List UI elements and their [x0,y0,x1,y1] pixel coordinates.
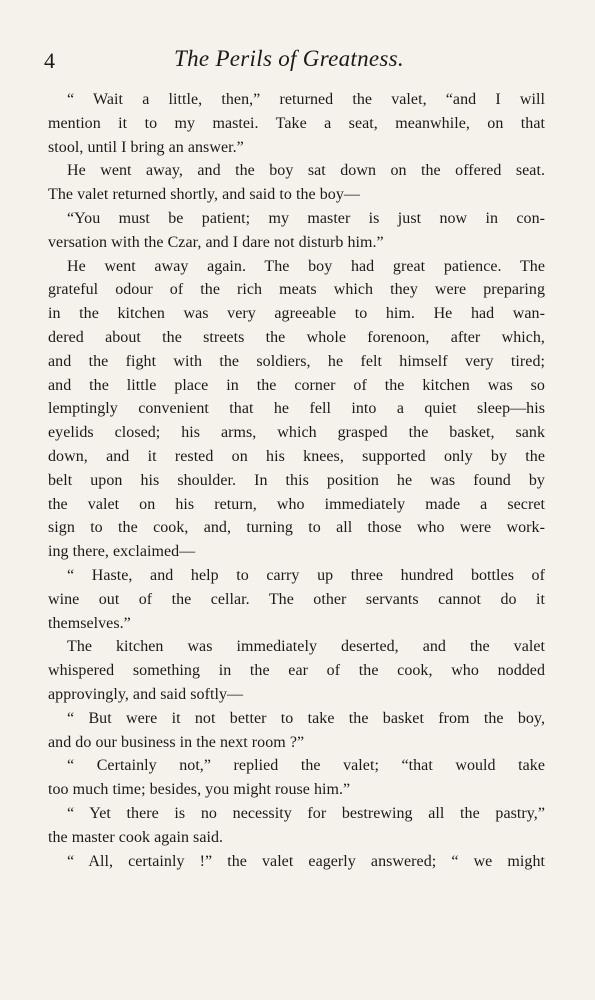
text-line: He went away, and the boy sat down on the offered seat. [67,162,545,180]
paragraph [48,754,545,802]
text-line: He went away again. The boy had great patience. The [67,257,545,275]
paragraph [48,159,545,207]
text-line: in the kitchen was very agreeable to him. He had wan- [48,305,545,323]
paragraph [48,207,545,255]
text-line: down, and it rested on his knees, supported only by the [48,447,545,465]
text-line: and the little place in the corner of the kitchen was so [48,376,545,394]
text-line: “ All, certainly !” the valet eagerly answered; “ we might [67,852,545,870]
text-line: too much time; besides, you might rouse him.” [48,781,351,799]
text-line: grateful odour of the rich meats which they were preparing [48,281,545,299]
text-line: “ Haste, and help to carry up three hundred bottles of [67,566,545,584]
text-line: “You must be patient; my master is just now in con- [67,209,545,227]
text-line: “ Yet there is no necessity for bestrewing all the pastry,” [67,804,545,822]
text-line: The kitchen was immediately deserted, and the valet [67,638,545,656]
text-line: wine out of the cellar. The other servants cannot do it [48,590,545,608]
text-line: versation with the Czar, and I dare not disturb him.” [48,233,384,251]
text-line: “ Wait a little, then,” returned the valet, “and I will [67,91,545,108]
paragraph [48,564,545,635]
text-line: and the fight with the soldiers, he felt himself very tired; [48,352,545,370]
text-line: ing there, exclaimed— [48,543,196,561]
paragraph [48,255,545,564]
text-line: stool, until I bring an answer.” [48,138,244,156]
running-title: The Perils of Greatness. [174,46,404,71]
text-line: The valet returned shortly, and said to the boy— [48,186,360,204]
page-number: 4 [44,48,55,73]
text-line: whispered something in the ear of the cook, who nodded [48,662,545,680]
text-line: dered about the streets the whole forenoon, after which, [48,328,545,346]
body-text [48,88,545,873]
paragraph [48,707,545,755]
paragraph [48,802,545,850]
text-line: the valet on his return, who immediately made a secret [48,495,545,513]
text-line: mention it to my mastei. Take a seat, meanwhile, on that [48,114,545,132]
paragraph [48,88,545,159]
text-line: “ Certainly not,” replied the valet; “that would take [67,757,545,775]
page-header [44,46,544,76]
text-line: and do our business in the next room ?” [48,733,305,751]
text-line: lemptingly convenient that he fell into a quiet sleep—his [48,400,545,418]
text-line: belt upon his shoulder. In this position he was found by [48,471,545,489]
text-line: “ But were it not better to take the basket from the boy, [67,709,545,727]
text-line: sign to the cook, and, turning to all those who were work- [48,519,545,537]
text-line: approvingly, and said softly— [48,685,244,703]
text-line: the master cook again said. [48,828,224,846]
paragraph [48,635,545,706]
paragraph [48,850,545,874]
text-line: themselves.” [48,614,131,632]
text-line: eyelids closed; his arms, which grasped the basket, sank [48,424,545,442]
